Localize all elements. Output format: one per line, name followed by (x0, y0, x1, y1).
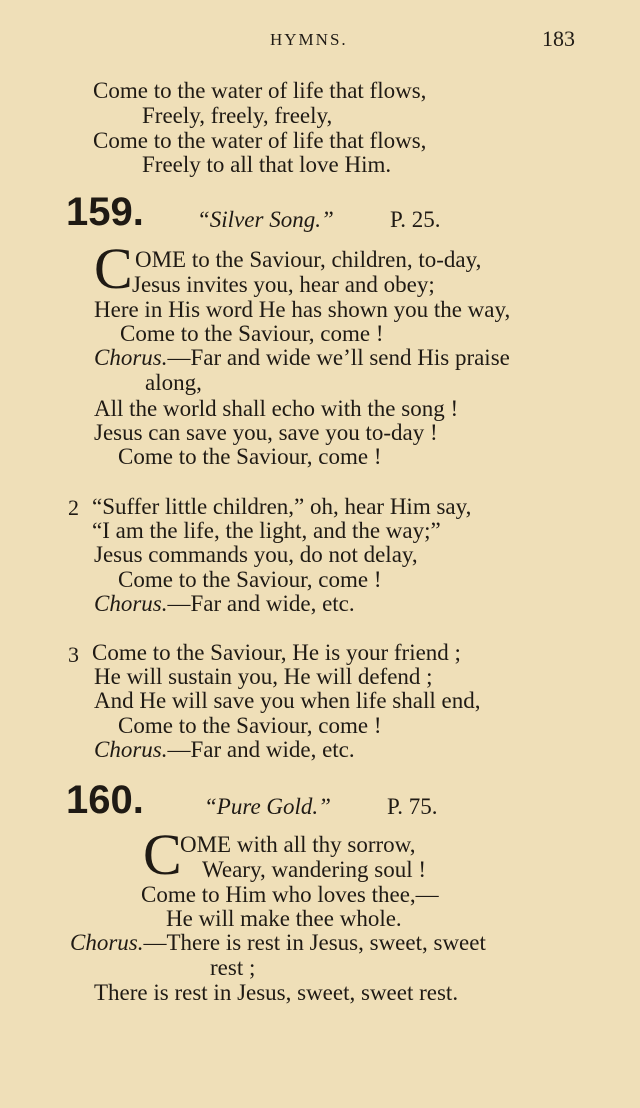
chorus-line (94, 345, 510, 370)
chorus-line: along, (145, 370, 202, 395)
chorus-line: There is rest in Jesus, sweet, sweet rest. (94, 980, 459, 1005)
verse-line: “I am the life, the light, and the way;” (92, 518, 441, 543)
chorus-line: Come to the Saviour, come ! (118, 444, 382, 469)
verse-number: 2 (68, 495, 79, 520)
verse-line: Come to Him who loves thee,— (141, 882, 439, 907)
verse-number: 3 (68, 642, 79, 667)
chorus-label: Chorus. (70, 930, 144, 955)
tune-page: P. 75. (387, 794, 438, 819)
chorus-line (94, 737, 355, 762)
verse-line: Jesus commands you, do not delay, (94, 542, 418, 567)
chorus-label: Chorus. (94, 345, 168, 370)
verse-line: Jesus invites you, hear and obey; (132, 272, 435, 297)
chorus-text: —There is rest in Jesus, sweet, sweet (143, 930, 486, 955)
page-number: 183 (542, 26, 575, 51)
verse-line: OME to the Saviour, children, to-day, (135, 247, 482, 272)
intro-line: Come to the water of life that flows, (93, 78, 427, 103)
drop-cap: C (94, 236, 133, 301)
chorus-line (70, 930, 486, 955)
verse-line: Come to the Saviour, He is your friend ; (92, 640, 461, 665)
hymn-number: 159. (66, 190, 144, 234)
running-header: HYMNS. (270, 30, 348, 49)
verse-line: He will make thee whole. (166, 906, 402, 931)
intro-line: Freely, freely, freely, (142, 103, 333, 128)
tune-name: “Silver Song.” (197, 207, 334, 232)
chorus-label: Chorus. (94, 591, 168, 616)
chorus-text: —Far and wide, etc. (167, 737, 355, 762)
chorus-line (94, 591, 355, 616)
verse-line: And He will save you when life shall end, (94, 688, 481, 713)
verse-line: Come to the Saviour, come ! (118, 567, 382, 592)
verse-line: OME with all thy sorrow, (180, 832, 416, 857)
verse-line: Come to the Saviour, come ! (120, 321, 384, 346)
verse-line: Here in His word He has shown you the way, (94, 297, 511, 322)
tune-page: P. 25. (390, 207, 441, 232)
chorus-label: Chorus. (94, 737, 168, 762)
chorus-line: rest ; (210, 955, 256, 980)
verse-line: He will sustain you, He will defend ; (94, 664, 433, 689)
verse-line: Weary, wandering soul ! (202, 857, 427, 882)
chorus-text: —Far and wide, etc. (167, 591, 355, 616)
intro-line: Come to the water of life that flows, (93, 128, 427, 153)
chorus-line: Jesus can save you, save you to-day ! (94, 420, 438, 445)
chorus-line: All the world shall echo with the song ! (94, 396, 459, 421)
intro-line: Freely to all that love Him. (142, 152, 392, 177)
chorus-text: —Far and wide we’ll send His praise (167, 345, 510, 370)
tune-name: “Pure Gold.” (204, 794, 331, 819)
drop-cap: C (143, 822, 182, 887)
hymn-number: 160. (66, 778, 144, 822)
verse-line: Come to the Saviour, come ! (118, 713, 382, 738)
verse-line: “Suffer little children,” oh, hear Him say, (92, 494, 472, 519)
